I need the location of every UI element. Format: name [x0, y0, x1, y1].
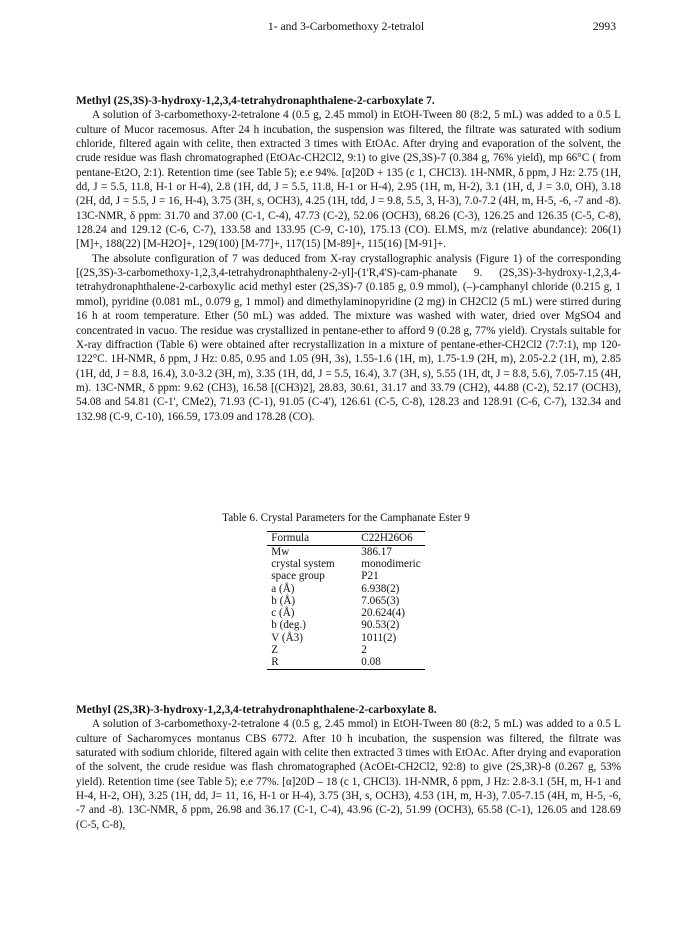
table-row — [267, 583, 424, 595]
table-caption: Table 6. Crystal Parameters for the Camphanate Ester 9 — [222, 512, 470, 524]
table-parameter: a (Å) — [271, 582, 295, 595]
section-compound-8 — [76, 703, 621, 832]
table-row — [267, 545, 424, 558]
table-parameter: b (deg.) — [271, 619, 306, 632]
running-title: 1- and 3-Carbomethoxy 2-tetralol — [267, 20, 425, 33]
table-value: 386.17 — [361, 545, 392, 558]
table-6 — [0, 511, 692, 670]
section-compound-7 — [76, 94, 621, 424]
table-row — [267, 595, 424, 607]
table-value: 7.065(3) — [361, 594, 400, 607]
table-value: 2 — [361, 644, 367, 657]
page-number: 2993 — [592, 20, 616, 33]
table-value: 1011(2) — [361, 631, 397, 644]
table-parameter: R — [267, 656, 357, 669]
table-parameter: Mw — [271, 545, 290, 558]
table-value: 20.624(4) — [361, 607, 405, 620]
table-row — [267, 632, 424, 644]
table-value: 6.938(2) — [361, 582, 400, 595]
table-value: monodimeric — [361, 557, 421, 570]
table-value: 0.08 — [357, 656, 424, 669]
table-parameter: c (Å) — [271, 607, 295, 620]
table-parameter: Z — [271, 644, 279, 657]
table-parameter: b (Å) — [271, 594, 296, 607]
table-row — [267, 532, 424, 545]
table-parameter: crystal system — [271, 557, 335, 570]
table-row — [267, 619, 424, 631]
table-parameter: V (Å3) — [271, 631, 303, 644]
table-row — [267, 644, 424, 656]
table-parameter: space group — [271, 570, 325, 583]
section-heading: Methyl (2S,3R)-3-hydroxy-1,2,3,4-tetrahydronaphthalene-2-carboxylate 8. — [76, 704, 437, 716]
body-paragraph: A solution of 3-carbomethoxy-2-tetralone 4 (0.5 g, 2.45 mmol) in EtOH-Tween 80 (8:2, 5 mL) was added to a 0.5 L culture of Sacharomyces montanus CBS 6772. After 10 h incubation, the suspension was filtered, the filtrate was saturated with sodium chloride, filtered again with celite then extracted 3 times with EtOAc. After drying and evaporation of the solvent, the crude residue was flash chromatographed (AcOEt-CH2Cl2, 92:8) to give (2S,3R)-8 (0.267 g, 53% yield). Retention time (see Table 5); e.e 77%. [α]20D – 18 (c 1, CHCl3). 1H-NMR, δ ppm, J Hz: 2.8-3.1 (5H, m, H-1 and H-4, H-2, OH), 3.25 (1H, dd, J= 11, 16, H-1 or H-4), 3.75 (3H, s, OCH3), 4.53 (1H, m, H-3), 7.05-7.15 (4H, m, H-5, -6, -7 and -8). 13C-NMR, δ ppm, 26.98 and 36.17 (C-1, C-4), 43.96 (C-2), 51.99 (OCH3), 65.58 (C-1), 126.05 and 128.69 (C-5, C-8), — [76, 718, 621, 831]
table-value: C22H26O6 — [357, 532, 424, 545]
table-row — [267, 656, 424, 669]
table-row — [267, 558, 424, 570]
running-header — [0, 20, 692, 36]
body-paragraph: The absolute configuration of 7 was deduced from X-ray crystallographic analysis (Figure 1) of the corresponding [(2S,3S)-3-carbomethoxy-1,2,3,4-tetrahydronaphthaleny-2-yl]-(1'R,4'S)-cam-phanate 9. (2S,3S)-3-hydroxy-1,2,3,4-tetrahydronaphthalene-2-carboxylic acid methyl ester (2S,3S)-7 (0.185 g, 0.9 mmol), (–)-camphanyl chloride (0.215 g, 1 mmol), pyridine (0.081 mL, 0.079 g, 1 mmol) and dimethylaminopyridine (2 mg) in CH2Cl2 (5 mL) were stirred during 16 h at room temperature. Ether (50 mL) was added. The mixture was washed with water, dried over MgSO4 and concentrated in vacuo. The residue was crystallized in pentane-ether to afford 9 (0.28 g, 77% yield). Crystals suitable for X-ray diffraction (Table 6) were obtained after recrystallization in a mixture of pentane-ether-CH2Cl2 (7:7:1), mp 120-122°C. 1H-NMR, δ ppm, J Hz: 0.85, 0.95 and 1.05 (9H, 3s), 1.55-1.6 (1H, m), 1.75-1.9 (2H, m), 2.05-2.2 (1H, m), 2.85 (1H, dd, J = 8.8, 16.4), 3.0-3.2 (3H, m), 3.35 (1H, dd, J = 5.5, 16.4), 3.7 (3H, s), 5.55 (1H, dt, J = 8.8, 5.6), 7.05-7.15 (4H, m). 13C-NMR, δ ppm: 9.62 (CH3), 16.58 [(CH3)2], 28.83, 30.61, 31.17 and 33.79 (CH2), 44.88 (C-2), 52.17 (OCH3), 54.08 and 54.81 (C-1', CMe2), 71.93 (C-1), 91.05 (C-4'), 126.61 (C-5, C-8), 128.23 and 128.91 (C-6, C-7), 132.34 and 132.98 (C-9, C-10), 166.59, 173.09 and 178.28 (CO). — [76, 252, 621, 423]
section-heading: Methyl (2S,3S)-3-hydroxy-1,2,3,4-tetrahydronaphthalene-2-carboxylate 7. — [76, 95, 435, 107]
table-row — [267, 607, 424, 619]
table-parameter: Formula — [267, 532, 357, 545]
table-row — [267, 570, 424, 582]
body-paragraph: A solution of 3-carbomethoxy-2-tetralone 4 (0.5 g, 2.45 mmol) in EtOH-Tween 80 (8:2, 5 mL) was added to a 0.5 L culture of Mucor racemosus. After 24 h incubation, the suspension was filtered, the filtrate was saturated with sodium chloride, filtered again with celite, then extracted 3 times with EtOAc. After drying and evaporation of the solvent, the crude residue was flash chromatographed (EtOAc-CH2Cl2, 9:1) to give (2S,3S)-7 (0.384 g, 76% yield), mp 66°C ( from pentane-Et2O, 2:1). Retention time (see Table 5); e.e 94%. [α]20D + 135 (c 1, CHCl3). 1H-NMR, δ ppm, J Hz: 2.75 (1H, dd, J = 5.5, 11.8, H-1 or H-4), 2.8 (1H, dd, J = 5.5, 11.8, H-1 or H-4), 2.95 (1H, m, H-2), 3.1 (1H, d, J = 3.0, OH), 3.18 (2H, dd, J = 5.5, J = 16, H-4), 3.75 (3H, s, OCH3), 4.25 (1H, tdd, J = 9.8, 5.5, 3, H-3), 7.0-7.2 (4H, m, H-5, -6, -7 and -8). 13C-NMR, δ ppm: 31.70 and 37.00 (C-1, C-4), 47.73 (C-2), 52.06 (OCH3), 68.26 (C-3), 126.25 and 126.35 (C-5, C-8), 128.24 and 129.12 (C-6, C-7), 133.58 and 133.95 (C-9, C-10), 175.13 (CO). EI.MS, m/z (relative abundance): 206(1) [M]+, 188(22) [M-H2O]+, 129(100) [M-77]+, 117(15) [M-89]+, 115(16) [M-91]+. — [76, 109, 621, 251]
crystal-parameters-table — [267, 531, 424, 669]
table-value: 90.53(2) — [361, 619, 400, 632]
table-value: P21 — [361, 570, 379, 583]
